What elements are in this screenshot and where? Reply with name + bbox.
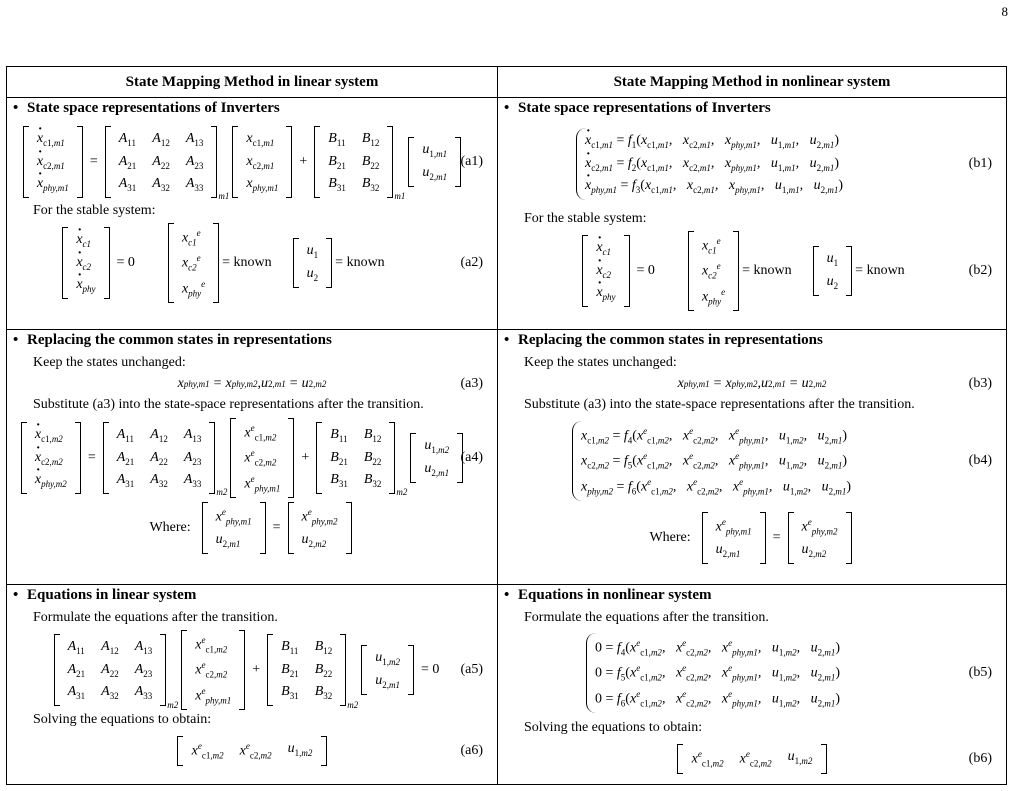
equation-b1: · $x_{c1,m1} = f_1(x_{c1,m1}$, $x_{c2,m1}$, $x_{phy,m1}$, $u_{1,m1}$, $u_{2,m1}$) · $x_{c2,m1} = f_2(x_{c1,m1}$, $x_{c2,m1}$, $x_{phy,m1}$, $u_{1,m1}$, $u_{2,m1}$) · $x_{phy,m1} = f_3(x_{c1,m1}$, $x_{c2,m1}$, $x_{phy,m1}$, $u_{1,m1}$, $u_{2,m1}$) (b1) (576, 117, 1006, 211)
eq-label-a4: (a4) (460, 450, 483, 465)
equation-b2: · $x_{c1}$ · $x_{c2}$ · $x_{phy}$ = 0 $x_{c1}^e$ $x_{c2}^e$ $x_{phy}^e$ = known $u_1$ $u_2$ = known (b2) (478, 229, 1006, 313)
page-number: 8 (1001, 4, 1008, 19)
eq-label-b4: (b4) (968, 453, 992, 468)
stable-text: For the stable system: (33, 203, 156, 218)
section-title: Replacing the common states in representations (518, 332, 823, 348)
where-equation: Where: $x^e_{phy,m1}$ $u_{2,m1}$ = $x^e_{phy,m2}$ $u_{2,m2}$ (498, 509, 1006, 567)
equation-a4: · $x_{c1,m2}$ · $x_{c2,m2}$ · $x_{phy,m2}$ = $A_{11}$ $A_{12}$ $A_{13}$ $A_{21}$ $A_{22}$ $A_{23}$ $A_{31}$ $A_{32}$ $A_{33}$ m2 $x^e_{c1,m2}$ $x^e_{c2,m2}$ $x^e_{phy,m1}$ + $B_{11}$ $B_{12}$ $B_{21}$ $B_{22}$ $B_{31}$ $B_{32}$ m2 $u_{1,m2}$ $u_{2,m1}$ (a4) (0, 417, 497, 499)
eq-label-b2: (b2) (968, 263, 992, 278)
keep-text: Keep the states unchanged: (33, 355, 186, 370)
eq-label-a5: (a5) (460, 662, 483, 677)
cell-linear-replace: • Replacing the common states in representations Keep the states unchanged: x phy,m1 = x phy,m2 , u 2, m1 = u 2, m2 (a3) Substitute (a3) into the state-space representations after the transition. · $x_{c1,m2}$ · $x_{c2,m2}$ · $x_{phy,m2}$ = $A_{11}$ $A_{12}$ $A_{13}$ $A_{21}$ $A_{22}$ $A_{23}$ $A_{31}$ $A_{32}$ $A_{33}$ m2 $x^e_{c1,m2}$ $x^e_{c2,m2}$ $x^e_{phy,m1}$ + $B_{11}$ $B_{12}$ $B_{21}$ $B_{22}$ $B_{31}$ $B_{32}$ m2 $u_{1,m2}$ $u_{2,m1}$ (a4) Where: $x^e_{phy,m1}$ $u_{2,m1}$ = $x^e_{phy,m2}$ $u_{2,m2}$ (7, 330, 498, 585)
eq-label-b3: (b3) (968, 376, 992, 391)
stable-text: For the stable system: (524, 211, 647, 226)
known-text: = known (222, 255, 272, 270)
solving-text: Solving the equations to obtain: (33, 712, 212, 727)
header-linear: State Mapping Method in linear system (7, 67, 498, 98)
equation-b4: $x_{c1,m2} = f_4(x^e_{c1,m2}$, $x^e_{c2,m2}$, $x^e_{phy,m1}$, $u_{1,m2}$, $u_{2,m1}$) $x_{c2,m2} = f_5(x^e_{c1,m2}$, $x^e_{c2,m2}$, $x^e_{phy,m1}$, $u_{1,m2}$, $u_{2,m1}$) $x_{phy,m2} = f_6(x^e_{c1,m2}$, $x^e_{c2,m2}$, $x^e_{phy,m1}$, $u_{1,m2}$, $u_{2,m1}$) (b4) (572, 413, 1006, 509)
eq-label-a6: (a6) (460, 743, 483, 758)
where-text: Where: (649, 530, 691, 545)
formulate-text: Formulate the equations after the transition. (33, 610, 278, 625)
equation-b3: x phy,m1 = x phy,m2 , u 2, m1 = u 2, m2 (b3) (677, 376, 992, 391)
substitute-text: Substitute (a3) into the state-space representations after the transition. (524, 397, 915, 412)
substitute-text: Substitute (a3) into the state-space representations after the transition. (33, 397, 424, 412)
cell-nonlinear-ss: • State space representations of Inverters · $x_{c1,m1} = f_1(x_{c1,m1}$, $x_{c2,m1}$, $x_{phy,m1}$, $u_{1,m1}$, $u_{2,m1}$) · $x_{c2,m1} = f_2(x_{c1,m1}$, $x_{c2,m1}$, $x_{phy,m1}$, $u_{1,m1}$, $u_{2,m1}$) · $x_{phy,m1} = f_3(x_{c1,m1}$, $x_{c2,m1}$, $x_{phy,m1}$, $u_{1,m1}$, $u_{2,m1}$) (b1) For the stable system: · $x_{c1}$ · $x_{c2}$ · $x_{phy}$ = 0 $x_{c1}^e$ $x_{c2}^e$ $x_{phy}^e$ = known $u_1$ $u_2$ = known (b2) (498, 98, 1007, 330)
known-text: = known (855, 263, 905, 278)
header-nonlinear: State Mapping Method in nonlinear system (498, 67, 1007, 98)
where-equation: Where: $x^e_{phy,m1}$ $u_{2,m1}$ = $x^e_{phy,m2}$ $u_{2,m2}$ (7, 499, 497, 557)
keep-text: Keep the states unchanged: (524, 355, 677, 370)
comparison-table (6, 66, 1007, 785)
cell-linear-ss: • State space representations of Inverters · $x_{c1,m1}$ · $x_{c2,m1}$ · $x_{phy,m1}$ = $A_{11}$ $A_{12}$ $A_{13}$ $A_{21}$ $A_{22}$ $A_{23}$ $A_{31}$ $A_{32}$ $A_{33}$ m1 $x_{c1,m1}$ $x_{c2,m1}$ $x_{phy,m1}$ + $B_{11}$ $B_{12}$ $B_{21}$ $B_{22}$ $B_{31}$ $B_{32}$ m1 $u_{1,m1}$ $u_{2,m1}$ (a1) For the stable system: · $x_{c1}$ · $x_{c2}$ · $x_{phy}$ = 0 $x_{c1}^e$ $x_{c2}^e$ $x_{phy}^e$ = known $u_1$ $u_2$ = known (a2) (7, 98, 498, 330)
section-title: State space representations of Inverters (27, 100, 280, 116)
solving-text: Solving the equations to obtain: (524, 720, 703, 735)
eq-label-b6: (b6) (968, 751, 992, 766)
equation-b5: $0 = f_4(x^e_{c1,m2}$, $x^e_{c2,m2}$, $x^e_{phy,m1}$, $u_{1,m2}$, $u_{2,m1}$) $0 = f_5(x^e_{c1,m2}$, $x^e_{c2,m2}$, $x^e_{phy,m1}$, $u_{1,m2}$, $u_{2,m1}$) $0 = f_6(x^e_{c1,m2}$, $x^e_{c2,m2}$, $x^e_{phy,m1}$, $u_{1,m2}$, $u_{2,m1}$) (b5) (586, 626, 1006, 720)
section-title: Equations in linear system (27, 587, 197, 603)
known-text: = known (742, 263, 792, 278)
known-text: = known (335, 255, 385, 270)
where-text: Where: (149, 520, 191, 535)
equation-a2: · $x_{c1}$ · $x_{c2}$ · $x_{phy}$ = 0 $x_{c1}^e$ $x_{c2}^e$ $x_{phy}^e$ = known $u_1$ $u_2$ = known (a2) (7, 221, 497, 305)
cell-nonlinear-equations: • Equations in nonlinear system Formulate the equations after the transition. $0 = f_4(x^e_{c1,m2}$, $x^e_{c2,m2}$, $x^e_{phy,m1}$, $u_{1,m2}$, $u_{2,m1}$) $0 = f_5(x^e_{c1,m2}$, $x^e_{c2,m2}$, $x^e_{phy,m1}$, $u_{1,m2}$, $u_{2,m1}$) $0 = f_6(x^e_{c1,m2}$, $x^e_{c2,m2}$, $x^e_{phy,m1}$, $u_{1,m2}$, $u_{2,m1}$) (b5) Solving the equations to obtain: $x^e_{c1,m2}$ $x^e_{c2,m2}$ $u_{1,m2}$ (b6) (498, 585, 1007, 785)
section-title: State space representations of Inverters (518, 100, 771, 116)
eq-label-b1: (b1) (968, 156, 992, 171)
equation-a6: $x^e_{c1,m2}$ $x^e_{c2,m2}$ $u_{1,m2}$ (a6) (7, 732, 497, 770)
section-title: Equations in nonlinear system (518, 587, 712, 603)
formulate-text: Formulate the equations after the transition. (524, 610, 769, 625)
equation-b6: $x^e_{c1,m2}$ $x^e_{c2,m2}$ $u_{1,m2}$ (b6) (498, 740, 1006, 778)
section-title: Replacing the common states in representations (27, 332, 332, 348)
eq-label-b5: (b5) (968, 665, 992, 680)
eq-label-a3: (a3) (460, 376, 483, 391)
cell-linear-equations: • Equations in linear system Formulate the equations after the transition. $A_{11}$ $A_{12}$ $A_{13}$ $A_{21}$ $A_{22}$ $A_{23}$ $A_{31}$ $A_{32}$ $A_{33}$ m2 $x^e_{c1,m2}$ $x^e_{c2,m2}$ $x^e_{phy,m1}$ + $B_{11}$ $B_{12}$ $B_{21}$ $B_{22}$ $B_{31}$ $B_{32}$ m2 $u_{1,m2}$ $u_{2,m1}$ = 0 (a5) Solving the equations to obtain: $x^e_{c1,m2}$ $x^e_{c2,m2}$ $u_{1,m2}$ (a6) (7, 585, 498, 785)
equation-a3: x phy,m1 = x phy,m2 , u 2, m1 = u 2, m2 (a3) (177, 376, 483, 391)
eq-label-a1: (a1) (460, 154, 483, 169)
equation-a5: $A_{11}$ $A_{12}$ $A_{13}$ $A_{21}$ $A_{22}$ $A_{23}$ $A_{31}$ $A_{32}$ $A_{33}$ m2 $x^e_{c1,m2}$ $x^e_{c2,m2}$ $x^e_{phy,m1}$ + $B_{11}$ $B_{12}$ $B_{21}$ $B_{22}$ $B_{31}$ $B_{32}$ m2 $u_{1,m2}$ $u_{2,m1}$ = 0 (a5) (0, 628, 497, 712)
eq-label-a2: (a2) (460, 255, 483, 270)
equation-a1: · $x_{c1,m1}$ · $x_{c2,m1}$ · $x_{phy,m1}$ = $A_{11}$ $A_{12}$ $A_{13}$ $A_{21}$ $A_{22}$ $A_{23}$ $A_{31}$ $A_{32}$ $A_{33}$ m1 $x_{c1,m1}$ $x_{c2,m1}$ $x_{phy,m1}$ + $B_{11}$ $B_{12}$ $B_{21}$ $B_{22}$ $B_{31}$ $B_{32}$ m1 $u_{1,m1}$ $u_{2,m1}$ (a1) (0, 121, 497, 203)
cell-nonlinear-replace: • Replacing the common states in representations Keep the states unchanged: x phy,m1 = x phy,m2 , u 2, m1 = u 2, m2 (b3) Substitute (a3) into the state-space representations after the transition. $x_{c1,m2} = f_4(x^e_{c1,m2}$, $x^e_{c2,m2}$, $x^e_{phy,m1}$, $u_{1,m2}$, $u_{2,m1}$) $x_{c2,m2} = f_5(x^e_{c1,m2}$, $x^e_{c2,m2}$, $x^e_{phy,m1}$, $u_{1,m2}$, $u_{2,m1}$) $x_{phy,m2} = f_6(x^e_{c1,m2}$, $x^e_{c2,m2}$, $x^e_{phy,m1}$, $u_{1,m2}$, $u_{2,m1}$) (b4) Where: $x^e_{phy,m1}$ $u_{2,m1}$ = $x^e_{phy,m2}$ $u_{2,m2}$ (498, 330, 1007, 585)
